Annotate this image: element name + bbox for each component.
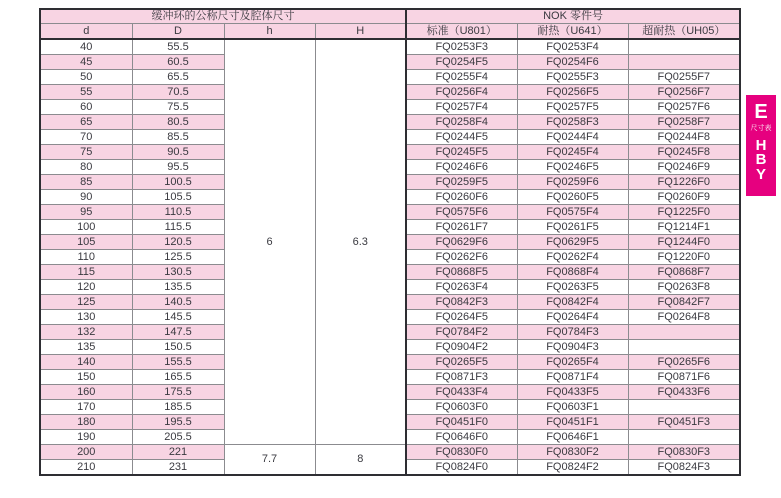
cell-d: 125 bbox=[40, 295, 132, 310]
cell-d: 70 bbox=[40, 130, 132, 145]
cell-d: 190 bbox=[40, 430, 132, 445]
cell-h: 6 bbox=[224, 39, 315, 445]
cell-heat-resistant: FQ0629F5 bbox=[517, 235, 628, 250]
cell-super-heat-resistant bbox=[628, 400, 740, 415]
cell-super-heat-resistant: FQ0258F7 bbox=[628, 115, 740, 130]
cell-standard: FQ0257F4 bbox=[406, 100, 517, 115]
parts-table bbox=[39, 8, 741, 476]
cell-super-heat-resistant: FQ0245F8 bbox=[628, 145, 740, 160]
cell-D: 130.5 bbox=[132, 265, 224, 280]
cell-D: 205.5 bbox=[132, 430, 224, 445]
cell-D: 105.5 bbox=[132, 190, 224, 205]
cell-super-heat-resistant: FQ0824F3 bbox=[628, 460, 740, 476]
cell-standard: FQ0575F6 bbox=[406, 205, 517, 220]
cell-standard: FQ0260F6 bbox=[406, 190, 517, 205]
cell-heat-resistant: FQ0262F4 bbox=[517, 250, 628, 265]
section-header-part-numbers: NOK 零件号 bbox=[406, 9, 740, 24]
cell-standard: FQ0824F0 bbox=[406, 460, 517, 476]
cell-heat-resistant: FQ0260F5 bbox=[517, 190, 628, 205]
cell-super-heat-resistant bbox=[628, 340, 740, 355]
cell-super-heat-resistant: FQ0246F9 bbox=[628, 160, 740, 175]
cell-standard: FQ0254F5 bbox=[406, 55, 517, 70]
cell-D: 147.5 bbox=[132, 325, 224, 340]
cell-D: 155.5 bbox=[132, 355, 224, 370]
cell-super-heat-resistant: FQ0257F6 bbox=[628, 100, 740, 115]
cell-D: 75.5 bbox=[132, 100, 224, 115]
cell-d: 180 bbox=[40, 415, 132, 430]
cell-d: 135 bbox=[40, 340, 132, 355]
cell-D: 80.5 bbox=[132, 115, 224, 130]
cell-d: 105 bbox=[40, 235, 132, 250]
section-tab-label: 尺寸表 bbox=[750, 125, 772, 132]
cell-d: 200 bbox=[40, 445, 132, 460]
cell-heat-resistant: FQ0264F4 bbox=[517, 310, 628, 325]
cell-super-heat-resistant bbox=[628, 430, 740, 445]
cell-standard: FQ0244F5 bbox=[406, 130, 517, 145]
cell-heat-resistant: FQ0433F5 bbox=[517, 385, 628, 400]
cell-heat-resistant: FQ0257F5 bbox=[517, 100, 628, 115]
cell-standard: FQ0646F0 bbox=[406, 430, 517, 445]
cell-D: 140.5 bbox=[132, 295, 224, 310]
section-tab-letter: Y bbox=[755, 165, 766, 183]
table-row bbox=[40, 39, 740, 55]
cell-D: 145.5 bbox=[132, 310, 224, 325]
cell-D: 90.5 bbox=[132, 145, 224, 160]
cell-standard: FQ0245F5 bbox=[406, 145, 517, 160]
column-header-h: h bbox=[224, 24, 315, 40]
cell-super-heat-resistant: FQ0868F7 bbox=[628, 265, 740, 280]
cell-super-heat-resistant: FQ0255F7 bbox=[628, 70, 740, 85]
cell-standard: FQ0784F2 bbox=[406, 325, 517, 340]
cell-super-heat-resistant: FQ0264F8 bbox=[628, 310, 740, 325]
table-row bbox=[40, 445, 740, 460]
table-body bbox=[40, 39, 740, 475]
cell-d: 65 bbox=[40, 115, 132, 130]
cell-standard: FQ0451F0 bbox=[406, 415, 517, 430]
cell-super-heat-resistant: FQ0244F8 bbox=[628, 130, 740, 145]
cell-heat-resistant: FQ0263F5 bbox=[517, 280, 628, 295]
cell-super-heat-resistant: FQ0451F3 bbox=[628, 415, 740, 430]
cell-super-heat-resistant: FQ0263F8 bbox=[628, 280, 740, 295]
cell-D: 231 bbox=[132, 460, 224, 476]
column-header-row bbox=[40, 24, 740, 40]
cell-d: 95 bbox=[40, 205, 132, 220]
cell-d: 170 bbox=[40, 400, 132, 415]
cell-D: 120.5 bbox=[132, 235, 224, 250]
cell-super-heat-resistant: FQ0830F3 bbox=[628, 445, 740, 460]
cell-d: 140 bbox=[40, 355, 132, 370]
cell-h: 7.7 bbox=[224, 445, 315, 476]
cell-heat-resistant: FQ0451F1 bbox=[517, 415, 628, 430]
cell-standard: FQ0904F2 bbox=[406, 340, 517, 355]
cell-heat-resistant: FQ0868F4 bbox=[517, 265, 628, 280]
cell-super-heat-resistant: FQ1225F0 bbox=[628, 205, 740, 220]
cell-heat-resistant: FQ0265F4 bbox=[517, 355, 628, 370]
cell-D: 165.5 bbox=[132, 370, 224, 385]
section-tab-letters bbox=[756, 139, 767, 182]
cell-heat-resistant: FQ0254F6 bbox=[517, 55, 628, 70]
cell-D: 221 bbox=[132, 445, 224, 460]
cell-super-heat-resistant: FQ0260F9 bbox=[628, 190, 740, 205]
cell-H: 6.3 bbox=[315, 39, 406, 445]
cell-D: 95.5 bbox=[132, 160, 224, 175]
cell-super-heat-resistant: FQ1244F0 bbox=[628, 235, 740, 250]
cell-standard: FQ0868F5 bbox=[406, 265, 517, 280]
cell-heat-resistant: FQ0824F2 bbox=[517, 460, 628, 476]
cell-heat-resistant: FQ0244F4 bbox=[517, 130, 628, 145]
cell-D: 100.5 bbox=[132, 175, 224, 190]
cell-d: 45 bbox=[40, 55, 132, 70]
cell-super-heat-resistant: FQ0265F6 bbox=[628, 355, 740, 370]
cell-standard: FQ0253F3 bbox=[406, 39, 517, 55]
cell-d: 210 bbox=[40, 460, 132, 476]
cell-heat-resistant: FQ0784F3 bbox=[517, 325, 628, 340]
cell-standard: FQ0263F4 bbox=[406, 280, 517, 295]
cell-super-heat-resistant bbox=[628, 39, 740, 55]
cell-heat-resistant: FQ0575F4 bbox=[517, 205, 628, 220]
cell-d: 85 bbox=[40, 175, 132, 190]
cell-super-heat-resistant: FQ1214F1 bbox=[628, 220, 740, 235]
cell-d: 100 bbox=[40, 220, 132, 235]
cell-heat-resistant: FQ0842F4 bbox=[517, 295, 628, 310]
cell-d: 75 bbox=[40, 145, 132, 160]
cell-D: 110.5 bbox=[132, 205, 224, 220]
cell-D: 70.5 bbox=[132, 85, 224, 100]
column-header-heat-resistant: 耐热（U641） bbox=[517, 24, 628, 40]
cell-d: 130 bbox=[40, 310, 132, 325]
cell-standard: FQ0256F4 bbox=[406, 85, 517, 100]
cell-D: 55.5 bbox=[132, 39, 224, 55]
column-header-d: d bbox=[40, 24, 132, 40]
section-header-dimensions: 缓冲环的公称尺寸及腔体尺寸 bbox=[40, 9, 406, 24]
section-header-row bbox=[40, 9, 740, 24]
cell-super-heat-resistant: FQ1220F0 bbox=[628, 250, 740, 265]
cell-d: 115 bbox=[40, 265, 132, 280]
cell-D: 185.5 bbox=[132, 400, 224, 415]
cell-d: 50 bbox=[40, 70, 132, 85]
cell-super-heat-resistant bbox=[628, 325, 740, 340]
cell-D: 135.5 bbox=[132, 280, 224, 295]
cell-heat-resistant: FQ0259F6 bbox=[517, 175, 628, 190]
cell-heat-resistant: FQ0871F4 bbox=[517, 370, 628, 385]
column-header-super-heat-resistant: 超耐热（UH05） bbox=[628, 24, 740, 40]
cell-standard: FQ0259F5 bbox=[406, 175, 517, 190]
cell-D: 60.5 bbox=[132, 55, 224, 70]
cell-d: 120 bbox=[40, 280, 132, 295]
cell-d: 160 bbox=[40, 385, 132, 400]
cell-D: 65.5 bbox=[132, 70, 224, 85]
cell-d: 40 bbox=[40, 39, 132, 55]
section-tab-letter: E bbox=[754, 101, 768, 123]
cell-heat-resistant: FQ0646F1 bbox=[517, 430, 628, 445]
cell-d: 60 bbox=[40, 100, 132, 115]
cell-d: 132 bbox=[40, 325, 132, 340]
cell-heat-resistant: FQ0603F1 bbox=[517, 400, 628, 415]
cell-heat-resistant: FQ0261F5 bbox=[517, 220, 628, 235]
cell-d: 150 bbox=[40, 370, 132, 385]
cell-standard: FQ0842F3 bbox=[406, 295, 517, 310]
cell-super-heat-resistant bbox=[628, 55, 740, 70]
column-header-D: D bbox=[132, 24, 224, 40]
cell-heat-resistant: FQ0245F4 bbox=[517, 145, 628, 160]
cell-heat-resistant: FQ0904F3 bbox=[517, 340, 628, 355]
cell-super-heat-resistant: FQ0871F6 bbox=[628, 370, 740, 385]
cell-standard: FQ0258F4 bbox=[406, 115, 517, 130]
column-header-standard: 标准（U801） bbox=[406, 24, 517, 40]
table-header bbox=[40, 9, 740, 39]
cell-standard: FQ0830F0 bbox=[406, 445, 517, 460]
cell-D: 85.5 bbox=[132, 130, 224, 145]
cell-D: 175.5 bbox=[132, 385, 224, 400]
cell-heat-resistant: FQ0255F3 bbox=[517, 70, 628, 85]
cell-super-heat-resistant: FQ0433F6 bbox=[628, 385, 740, 400]
cell-standard: FQ0603F0 bbox=[406, 400, 517, 415]
column-header-H: H bbox=[315, 24, 406, 40]
cell-super-heat-resistant: FQ1226F0 bbox=[628, 175, 740, 190]
cell-standard: FQ0264F5 bbox=[406, 310, 517, 325]
cell-d: 55 bbox=[40, 85, 132, 100]
cell-standard: FQ0433F4 bbox=[406, 385, 517, 400]
cell-standard: FQ0265F5 bbox=[406, 355, 517, 370]
cell-standard: FQ0262F6 bbox=[406, 250, 517, 265]
cell-super-heat-resistant: FQ0256F7 bbox=[628, 85, 740, 100]
cell-d: 80 bbox=[40, 160, 132, 175]
cell-d: 90 bbox=[40, 190, 132, 205]
cell-heat-resistant: FQ0830F2 bbox=[517, 445, 628, 460]
section-tab bbox=[746, 95, 776, 196]
cell-standard: FQ0871F3 bbox=[406, 370, 517, 385]
section-tab-letter: H bbox=[755, 137, 767, 154]
cell-D: 115.5 bbox=[132, 220, 224, 235]
cell-standard: FQ0255F4 bbox=[406, 70, 517, 85]
cell-heat-resistant: FQ0253F4 bbox=[517, 39, 628, 55]
cell-D: 125.5 bbox=[132, 250, 224, 265]
cell-heat-resistant: FQ0246F5 bbox=[517, 160, 628, 175]
cell-D: 195.5 bbox=[132, 415, 224, 430]
cell-super-heat-resistant: FQ0842F7 bbox=[628, 295, 740, 310]
cell-standard: FQ0261F7 bbox=[406, 220, 517, 235]
cell-d: 110 bbox=[40, 250, 132, 265]
cell-heat-resistant: FQ0258F3 bbox=[517, 115, 628, 130]
cell-heat-resistant: FQ0256F5 bbox=[517, 85, 628, 100]
section-tab-letter: B bbox=[755, 151, 767, 169]
cell-H: 8 bbox=[315, 445, 406, 476]
cell-standard: FQ0246F6 bbox=[406, 160, 517, 175]
cell-standard: FQ0629F6 bbox=[406, 235, 517, 250]
cell-D: 150.5 bbox=[132, 340, 224, 355]
